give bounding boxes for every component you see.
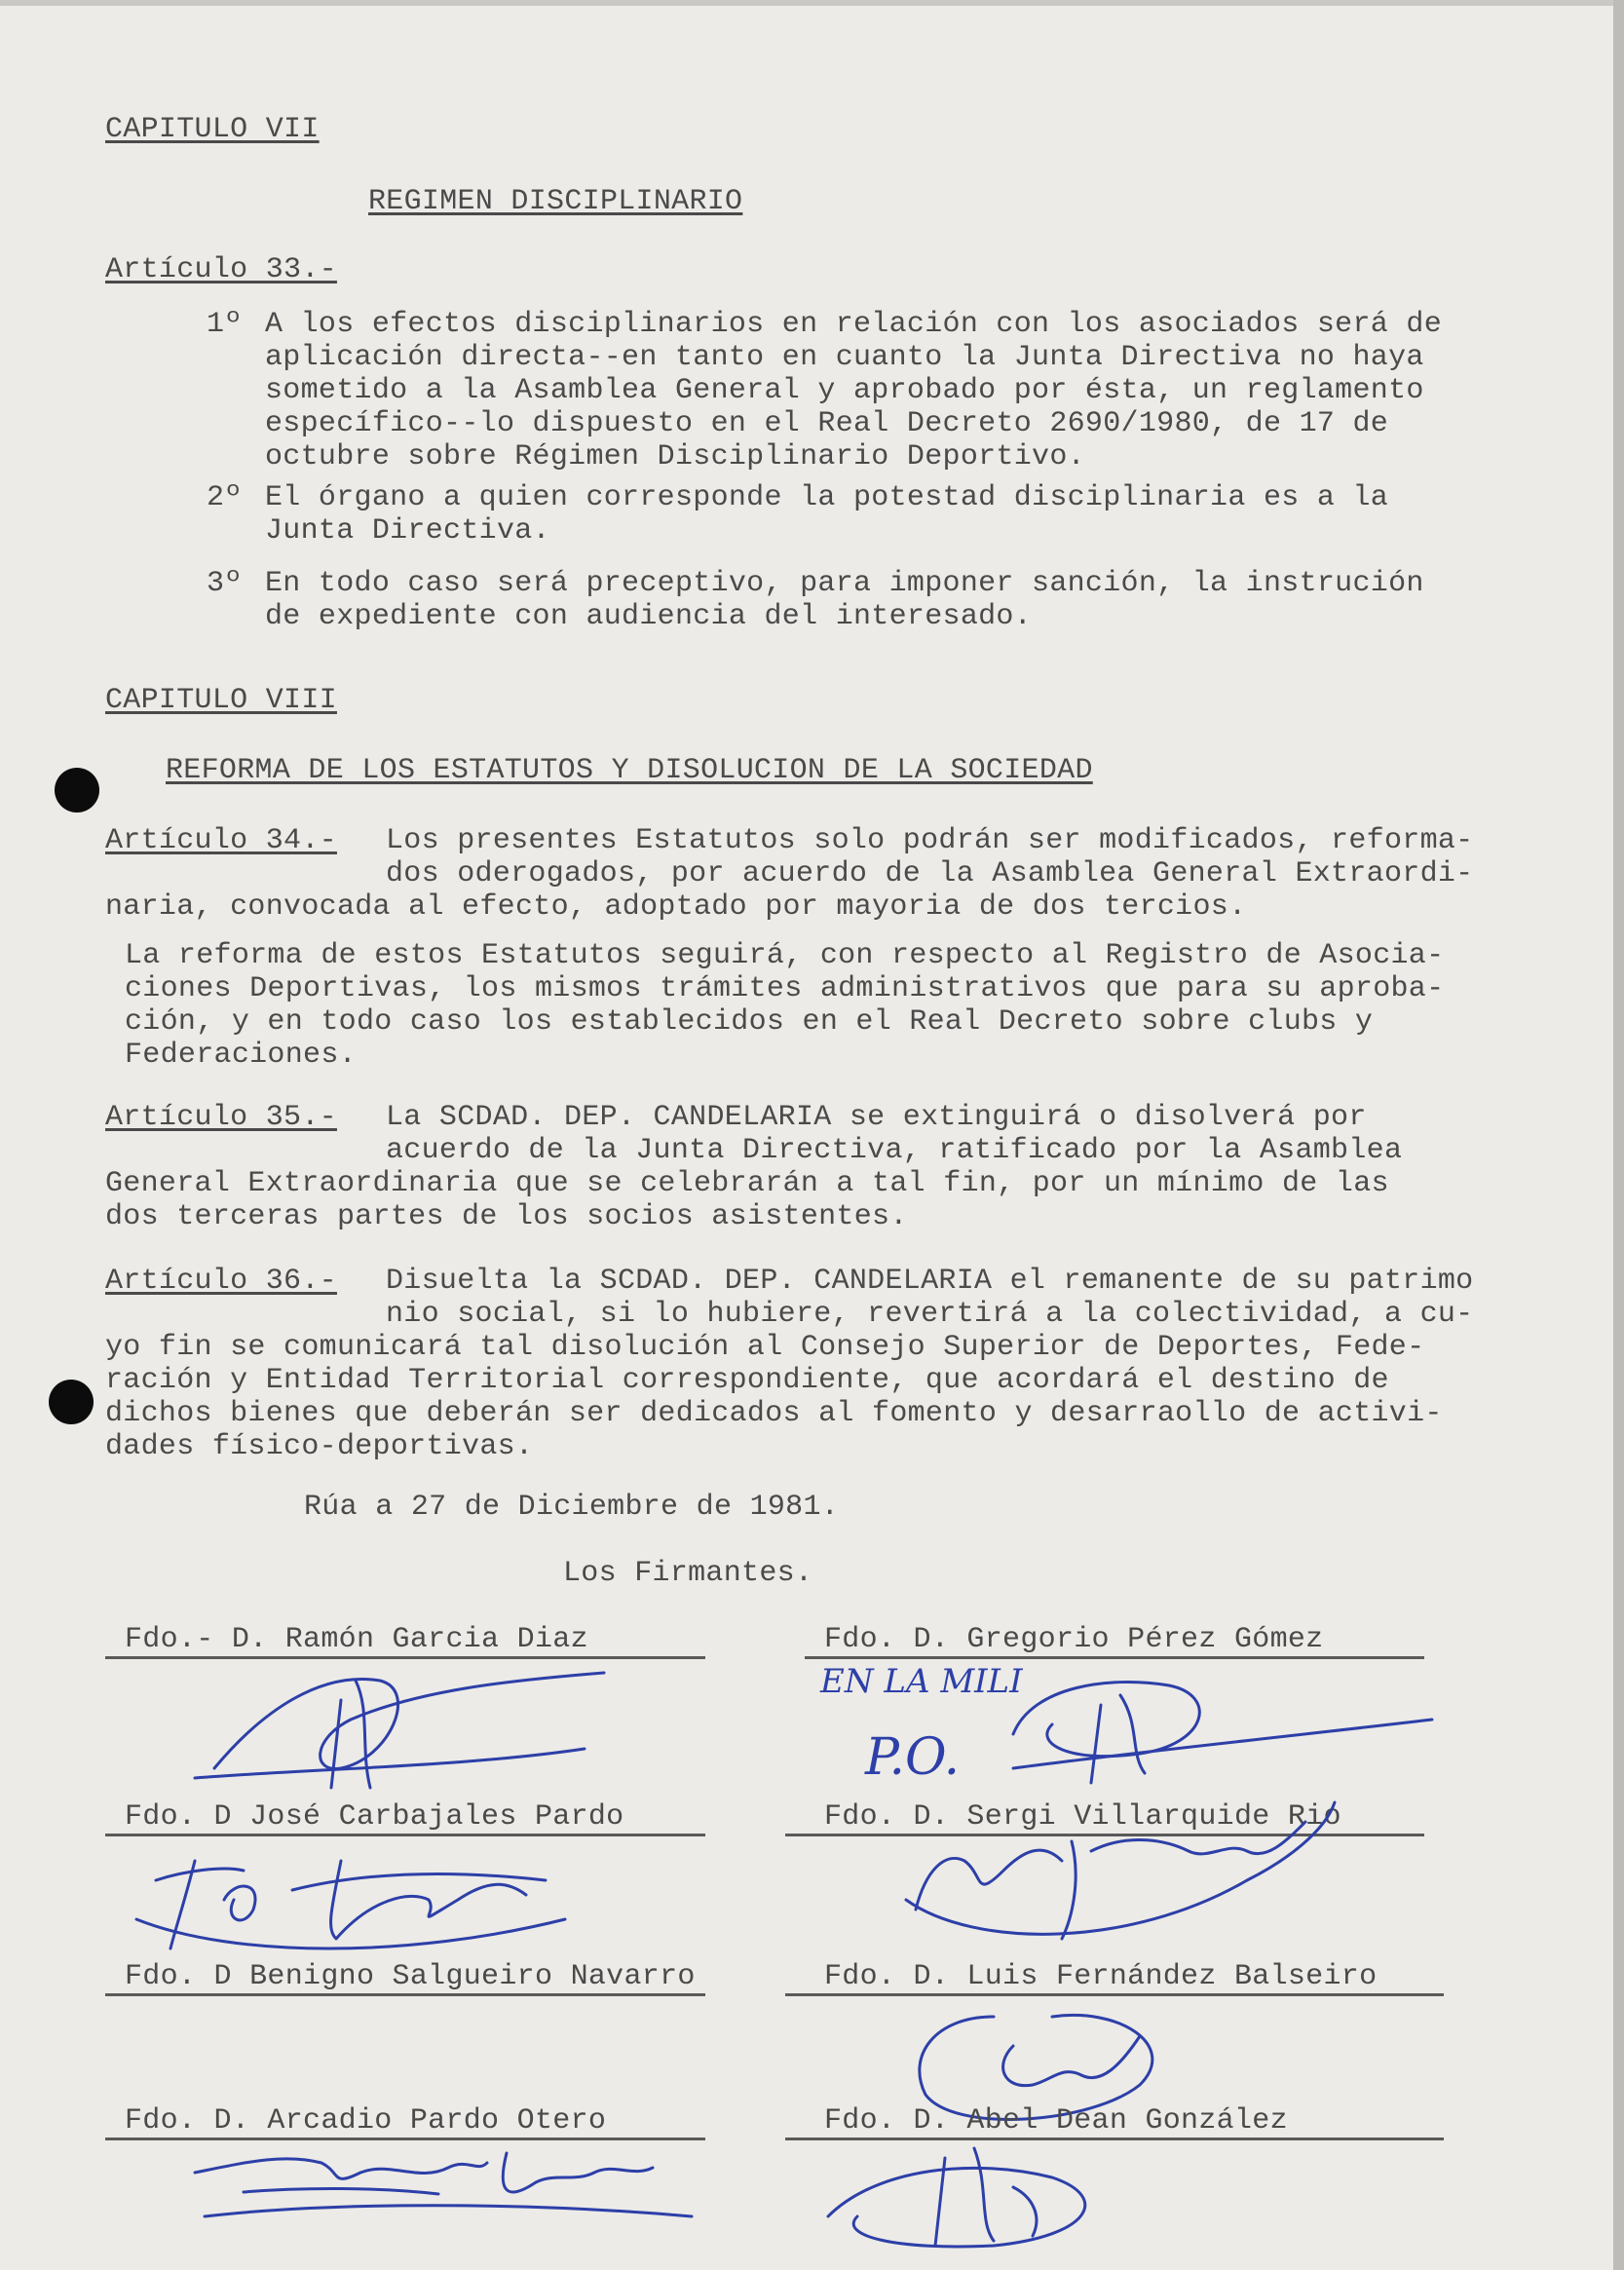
- signature-line: [105, 1834, 705, 1836]
- signature-dean: [799, 2129, 1150, 2255]
- chapter-7-subtitle: REGIMEN DISCIPLINARIO: [368, 185, 743, 218]
- article-35-line-1: La SCDAD. DEP. CANDELARIA se extinguirá o disolverá por: [386, 1101, 1367, 1134]
- signatory-name: Fdo. D. Arcadio Pardo Otero: [125, 2104, 607, 2138]
- article-35-rest: General Extraordinaria que se celebrarán a tal fin, por un mínimo de las dos terceras partes de los socios asistentes.: [105, 1167, 1389, 1233]
- article-35-line-2: acuerdo de la Junta Directiva, ratificado por la Asamblea: [386, 1134, 1403, 1167]
- signature-line: [805, 1656, 1424, 1659]
- article-34-label: Artículo 34.-: [105, 824, 337, 857]
- article-33-item-2: El órgano a quien corresponde la potestad disciplinaria es a la Junta Directiva.: [265, 481, 1389, 548]
- signature-line: [785, 1993, 1444, 1996]
- signature-perez: [974, 1666, 1442, 1793]
- article-36-label: Artículo 36.-: [105, 1265, 337, 1298]
- article-36-rest: yo fin se comunicará tal disolución al Consejo Superior de Deportes, Fede- ración y Entidad Territorial correspondiente, que acordará el destino de dichos bienes que deberán ser dedicados al fomento y desarraollo de activi- dades físico-deportivas.: [105, 1331, 1443, 1463]
- signatory-name: Fdo. D. Gregorio Pérez Gómez: [824, 1623, 1324, 1656]
- article-33-label: Artículo 33.-: [105, 253, 337, 286]
- signatory-name: Fdo. D Benigno Salgueiro Navarro: [125, 1960, 696, 1993]
- handwritten-note: P.O.: [865, 1728, 961, 1787]
- punch-hole-top: [55, 768, 99, 813]
- item-number: 3º: [207, 567, 243, 600]
- chapter-8-title: CAPITULO VIII: [105, 684, 337, 717]
- article-34-line-2: dos oderogados, por acuerdo de la Asamblea General Extraordi-: [386, 857, 1474, 890]
- article-36-line-2: nio social, si lo hubiere, revertirá a la colectividad, a cu-: [386, 1298, 1474, 1331]
- item-number: 2º: [207, 481, 243, 514]
- item-number: 1º: [207, 308, 243, 341]
- signature-villarquide: [877, 1783, 1354, 1958]
- article-36-line-1: Disuelta la SCDAD. DEP. CANDELARIA el remanente de su patrimo: [386, 1265, 1474, 1298]
- chapter-7-title: CAPITULO VII: [105, 113, 320, 146]
- signatory-name: Fdo. D. Luis Fernández Balseiro: [824, 1960, 1378, 1993]
- signatory-name: Fdo. D. Sergi Villarquide Rio: [824, 1800, 1341, 1834]
- punch-hole-bottom: [49, 1380, 94, 1424]
- signers-heading: Los Firmantes.: [563, 1557, 813, 1590]
- article-34-line-1: Los presentes Estatutos solo podrán ser modificados, reforma-: [386, 824, 1474, 857]
- signature-pardo: [185, 2134, 701, 2241]
- article-33-item-3: En todo caso será preceptivo, para imponer sanción, la instrución de expediente con audiencia del interesado.: [265, 567, 1424, 633]
- page-edge-top: [0, 0, 1624, 6]
- signatory-name: Fdo.- D. Ramón Garcia Diaz: [125, 1623, 588, 1656]
- article-35-label: Artículo 35.-: [105, 1101, 337, 1134]
- reform-paragraph: La reforma de estos Estatutos seguirá, con respecto al Registro de Asocia- ciones Deportivas, los mismos trámites administrativos que para su aproba- ción, y en todo caso los establecidos en el Real Decreto sobre clubs y Federaciones.: [125, 939, 1445, 1072]
- chapter-8-subtitle: REFORMA DE LOS ESTATUTOS Y DISOLUCION DE LA SOCIEDAD: [166, 754, 1093, 787]
- article-34-rest: naria, convocada al efecto, adoptado por mayoria de dos tercios.: [105, 890, 1247, 924]
- place-date: Rúa a 27 de Diciembre de 1981.: [304, 1491, 840, 1524]
- signature-garcia: [175, 1651, 623, 1797]
- handwritten-note: EN LA MILI: [820, 1662, 1023, 1701]
- page-edge-right: [1613, 0, 1624, 2270]
- article-33-item-1: A los efectos disciplinarios en relación con los asociados será de aplicación directa--en tanto en cuanto la Junta Directiva no haya sometido a la Asamblea General y aprobado por ésta, un reglamento específico--lo dispuesto en el Real Decreto 2690/1980, de 17 de octubre sobre Régimen Disciplinario Deportivo.: [265, 308, 1442, 473]
- signatory-name: Fdo. D José Carbajales Pardo: [125, 1800, 624, 1834]
- signature-carbajales: [117, 1841, 575, 1978]
- signature-line: [105, 1993, 705, 1996]
- signatory-name: Fdo. D. Abel Dean González: [824, 2104, 1288, 2138]
